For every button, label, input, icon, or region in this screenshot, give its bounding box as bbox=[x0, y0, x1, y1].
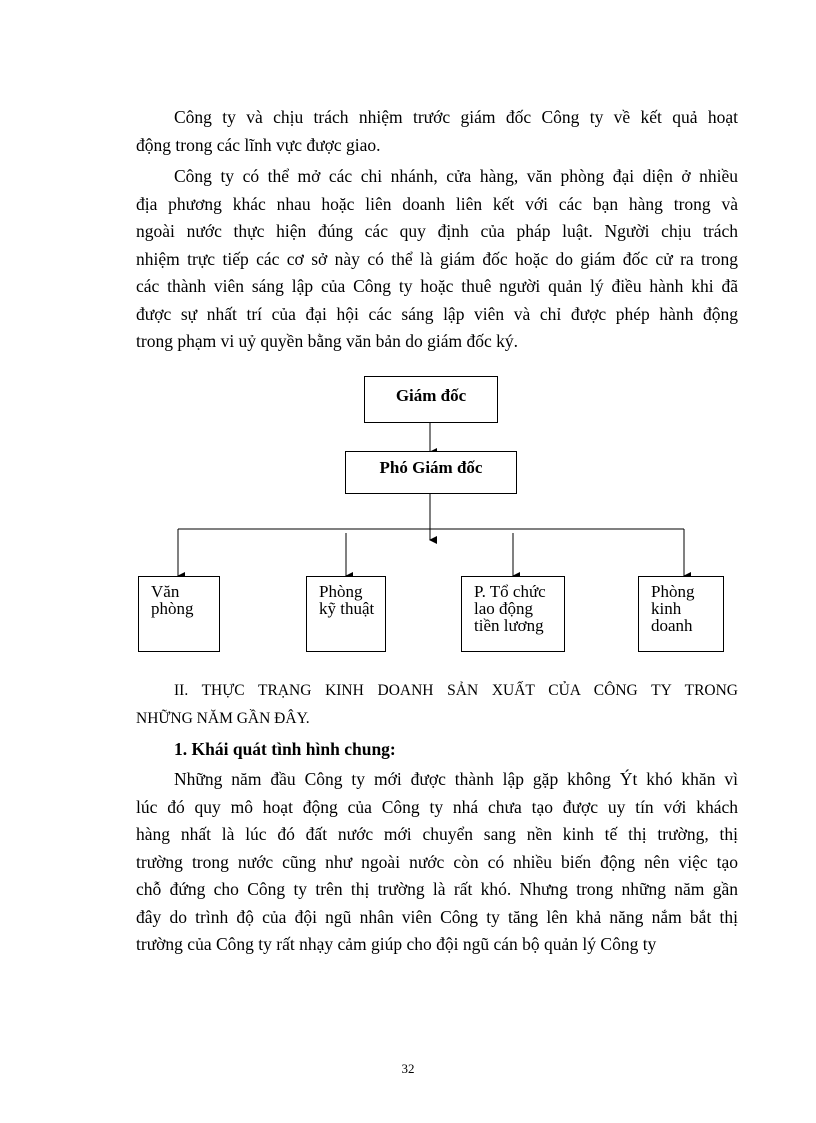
page-number: 32 bbox=[401, 1061, 415, 1076]
text-line: địa phương khác nhau hoặc liên doanh liên kết với các bạn hàng trong và bbox=[136, 193, 738, 214]
text-line: hàng nhất là lúc đó đất nước mới chuyển sang nền kinh tế thị trường, thị bbox=[136, 824, 738, 844]
department-box-technical bbox=[306, 576, 386, 652]
text-line: nhiệm trực tiếp các cơ sở này có thể là giám đốc hoặc do giám đốc cử ra trong bbox=[136, 248, 738, 269]
director-box bbox=[364, 376, 498, 423]
deputy-director-box bbox=[345, 451, 517, 494]
text-line: động trong các lĩnh vực được giao. bbox=[136, 134, 381, 155]
director-label: Giám đốc bbox=[395, 386, 467, 405]
text-line: trường của Công ty rất nhạy cảm giúp cho đội ngũ cán bộ quản lý Công ty bbox=[136, 934, 657, 954]
department-label-line: kinh bbox=[651, 599, 682, 618]
text-line: ngoài nước thực hiện đúng các quy định của pháp luật. Người chịu trách bbox=[136, 221, 738, 241]
text-line: Công ty và chịu trách nhiệm trước giám đốc Công ty về kết quả hoạt bbox=[174, 107, 738, 127]
text-line: Công ty có thể mở các chi nhánh, cửa hàng, văn phòng đại diện ở nhiều bbox=[174, 166, 738, 186]
department-label-line: Văn bbox=[151, 582, 180, 601]
section-heading bbox=[136, 677, 738, 732]
section-heading-line: II. THỰC TRẠNG KINH DOANH SẢN XUẤT CỦA CÔNG TY TRONG bbox=[174, 682, 738, 699]
section-heading-line: NHỮNG NĂM GẦN ĐÂY. bbox=[136, 709, 310, 727]
text-line: lúc đó quy mô hoạt động của Công ty nhá chưa tạo được uy tín với khách bbox=[136, 796, 738, 817]
department-label-line: doanh bbox=[651, 616, 693, 635]
department-label-line: Phòng bbox=[651, 582, 695, 601]
paragraph-3 bbox=[136, 766, 738, 959]
deputy-director-label: Phó Giám đốc bbox=[379, 458, 483, 477]
department-box-office bbox=[138, 576, 220, 652]
department-label-line: Phòng bbox=[319, 582, 363, 601]
department-label-line: kỹ thuật bbox=[319, 599, 375, 618]
text-line: đây do trình độ của đội ngũ nhân viên Công ty tăng lên khả năng nắm bắt thị bbox=[136, 906, 738, 927]
department-label-line: phòng bbox=[151, 599, 194, 618]
text-line: chỗ đứng cho Công ty trên thị trường là rất khó. Nhưng trong những năm gần bbox=[136, 879, 738, 899]
department-box-business bbox=[638, 576, 724, 652]
department-label-line: P. Tổ chức bbox=[474, 582, 546, 601]
text-line: được sự nhất trí của đại hội các sáng lập viên và chỉ được phép hành động bbox=[136, 303, 738, 324]
subsection-heading: 1. Khái quát tình hình chung: bbox=[174, 739, 396, 759]
text-line: Những năm đầu Công ty mới được thành lập gặp không Ýt khó khăn vì bbox=[174, 769, 738, 789]
text-line: các thành viên sáng lập của Công ty hoặc thuê người quản lý điều hành khi đã bbox=[136, 276, 738, 296]
department-label-line: tiền lương bbox=[474, 616, 544, 635]
text-line: trường trong nước cũng như ngoài nước còn có nhiều biến động nên việc tạo bbox=[136, 851, 738, 872]
text-line: trong phạm vi uỷ quyền bằng văn bản do giám đốc ký. bbox=[136, 331, 519, 351]
department-box-personnel bbox=[461, 576, 565, 652]
department-label-line: lao động bbox=[474, 599, 534, 618]
